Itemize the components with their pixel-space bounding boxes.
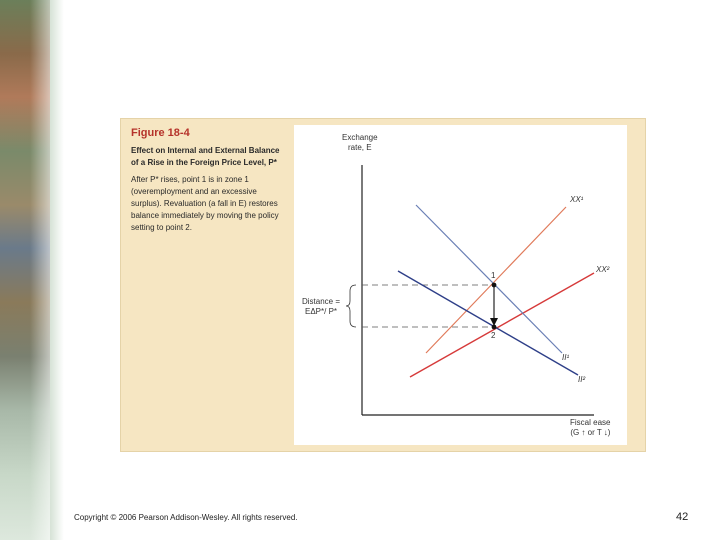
- page-number: 42: [676, 511, 689, 523]
- figure-panel: [120, 118, 646, 452]
- y-axis-label: [342, 133, 378, 153]
- figure-caption: [131, 127, 289, 234]
- y-axis-label-line1: Exchange: [342, 133, 378, 142]
- label-ii2: II²: [578, 375, 586, 384]
- label-xx1: XX¹: [570, 195, 584, 204]
- distance-label: [302, 297, 340, 317]
- distance-label-line1: Distance =: [302, 297, 341, 306]
- label-point-1: 1: [491, 271, 496, 280]
- distance-brace: [346, 285, 356, 327]
- x-axis-label-line1: Fiscal ease: [570, 418, 611, 427]
- point-1-dot: [492, 283, 497, 288]
- diagram-svg: [294, 125, 627, 445]
- y-axis-label-line2: rate, E: [348, 143, 372, 152]
- point-2-dot: [492, 325, 497, 330]
- label-point-2: 2: [491, 331, 496, 340]
- figure-description: After P* rises, point 1 is in zone 1 (overemployment and an excessive surplus). Revaluation (a fall in E) restores balance immediately by moving the policy setting to point 2.: [131, 175, 279, 232]
- curve-ii2: [398, 271, 578, 375]
- distance-label-line2: EΔP*/ P*: [305, 307, 338, 316]
- copyright-text: Copyright © 2006 Pearson Addison-Wesley. All rights reserved.: [74, 513, 298, 522]
- figure-title: Figure 18-4: [131, 127, 190, 139]
- curve-xx1: [426, 207, 566, 353]
- side-fade: [50, 0, 64, 540]
- diagram-area: [294, 125, 627, 445]
- figure-subtitle: Effect on Internal and External Balance of a Rise in the Foreign Price Level, P*: [131, 146, 280, 167]
- x-axis-label-line2: (G ↑ or T ↓): [570, 428, 611, 437]
- label-xx2: XX²: [596, 265, 610, 274]
- label-ii1: II¹: [562, 353, 570, 362]
- side-photo-strip: [0, 0, 50, 540]
- x-axis-label: [570, 418, 610, 438]
- curve-ii1: [416, 205, 562, 353]
